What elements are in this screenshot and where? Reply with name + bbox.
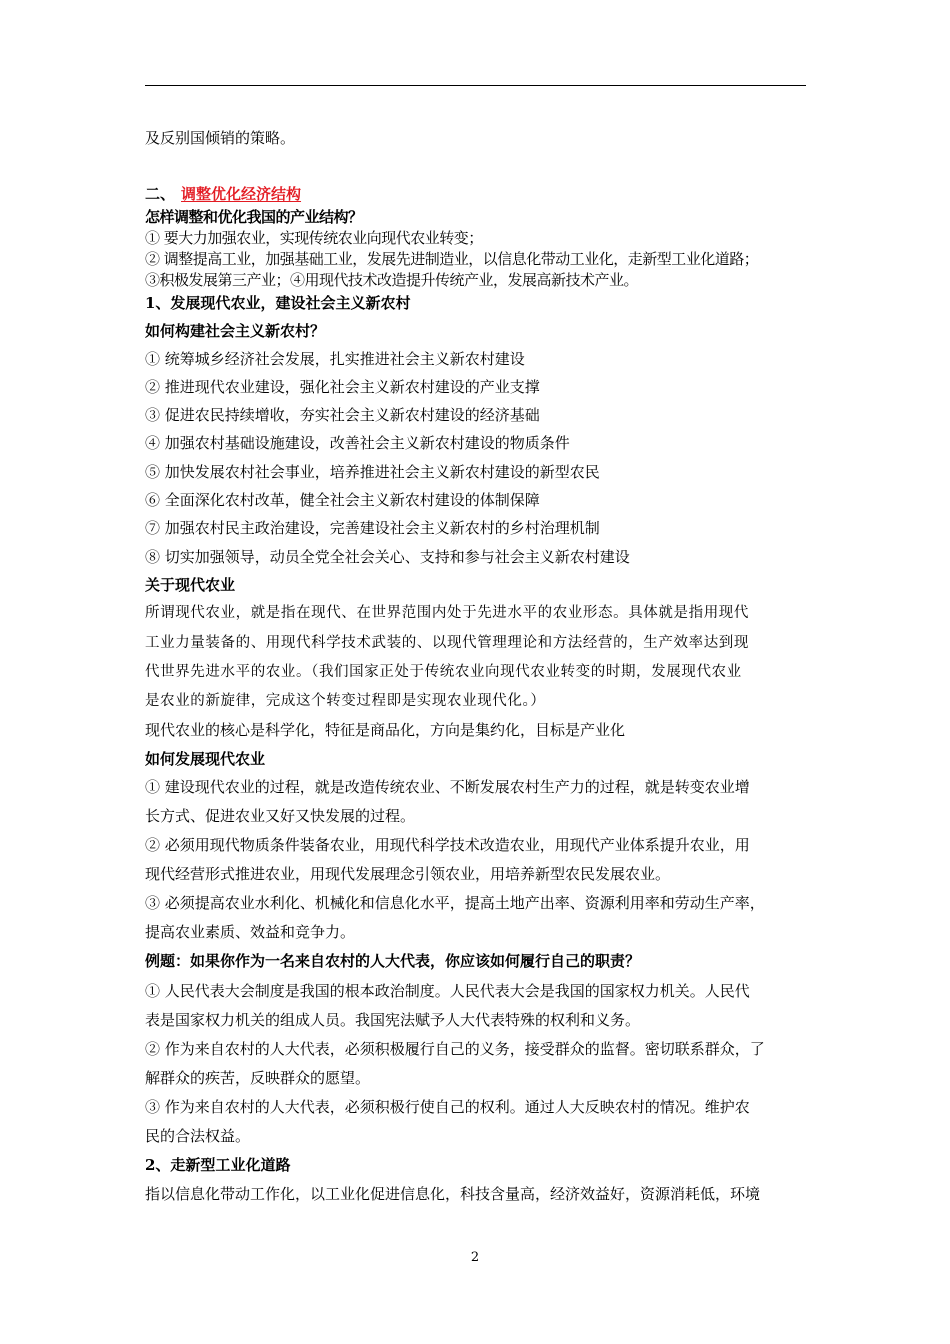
modern-ag-definition: 所谓现代农业，就是指在现代、在世界范围内处于先进水平的农业形态。具体就是指用现代 <box>145 605 749 621</box>
village-point: ⑤ 加快发展农村社会事业，培养推进社会主义新农村建设的新型农民 <box>145 463 600 481</box>
develop-point: ② 必须用现代物质条件装备农业，用现代科学技术改造农业，用现代产业体系提升农业，用 <box>145 836 750 854</box>
example-point: 表是国家权力机关的组成人员。我国宪法赋予人大代表特殊的权利和义务。 <box>145 1011 641 1029</box>
modern-ag-definition: 是农业的新旋律，完成这个转变过程即是实现农业现代化。） <box>145 693 546 709</box>
industry-point: ① 要大力加强农业，实现传统农业向现代农业转变； <box>145 229 483 247</box>
subsection-title: 1、发展现代农业，建设社会主义新农村 <box>145 294 411 312</box>
section-title: 调整优化经济结构 <box>181 185 302 203</box>
industry-point: ③积极发展第三产业；④用现代技术改造提升传统产业，发展高新技术产业。 <box>145 271 639 289</box>
village-point: ① 统筹城乡经济社会发展，扎实推进社会主义新农村建设 <box>145 350 525 368</box>
village-point: ⑦ 加强农村民主政治建设，完善建设社会主义新农村的乡村治理机制 <box>145 519 600 537</box>
industry-question: 怎样调整和优化我国的产业结构？ <box>145 208 363 226</box>
example-point: ③ 作为来自农村的人大代表，必须积极行使自己的权利。通过人大反映农村的情况。维护农 <box>145 1098 750 1116</box>
section-number: 二、 <box>145 185 176 203</box>
example-point: ① 人民代表大会制度是我国的根本政治制度。人民代表大会是我国的国家权力机关。人民代 <box>145 982 750 1000</box>
village-point: ③ 促进农民持续增收，夯实社会主义新农村建设的经济基础 <box>145 406 540 424</box>
modern-ag-definition: 工业力量装备的、用现代科学技术武装的、以现代管理理论和方法经营的，生产效率达到现 <box>145 635 749 651</box>
village-point: ⑥ 全面深化农村改革，健全社会主义新农村建设的体制保障 <box>145 491 540 509</box>
industry-point: ② 调整提高工业，加强基础工业，发展先进制造业，以信息化带动工业化，走新型工业化道路； <box>145 250 759 268</box>
modern-ag-heading: 关于现代农业 <box>145 576 236 594</box>
develop-point: 现代经营形式推进农业，用现代发展理念引领农业，用培养新型农民发展农业。 <box>145 865 671 883</box>
example-point: 解群众的疾苦，反映群众的愿望。 <box>145 1069 371 1087</box>
subsection-title: 2、走新型工业化道路 <box>145 1156 291 1174</box>
subsection-text: 指以信息化带动工作化，以工业化促进信息化，科技含量高，经济效益好，资源消耗低，环境 <box>145 1185 761 1203</box>
develop-heading: 如何发展现代农业 <box>145 750 266 768</box>
example-question: 例题：如果你作为一名来自农村的人大代表，你应该如何履行自己的职责？ <box>145 952 641 970</box>
section-heading <box>145 184 301 204</box>
develop-point: ① 建设现代农业的过程，就是改造传统农业、不断发展农村生产力的过程，就是转变农业增 <box>145 778 750 796</box>
modern-ag-definition: 代世界先进水平的农业。（我们国家正处于传统农业向现代农业转变的时期，发展现代农业 <box>145 664 742 680</box>
village-point: ⑧ 切实加强领导，动员全党全社会关心、支持和参与社会主义新农村建设 <box>145 548 630 566</box>
develop-point: 提高农业素质、效益和竞争力。 <box>145 923 356 941</box>
village-point: ② 推进现代农业建设，强化社会主义新农村建设的产业支撑 <box>145 378 540 396</box>
example-point: ② 作为来自农村的人大代表，必须积极履行自己的义务，接受群众的监督。密切联系群众，了 <box>145 1040 765 1058</box>
village-point: ④ 加强农村基础设施建设，改善社会主义新农村建设的物质条件 <box>145 434 570 452</box>
example-point: 民的合法权益。 <box>145 1127 251 1145</box>
page-number: 2 <box>470 1250 480 1265</box>
continued-text: 及反别国倾销的策略。 <box>145 129 296 147</box>
develop-point: ③ 必须提高农业水利化、机械化和信息化水平，提高土地产出率、资源利用率和劳动生产率， <box>145 894 765 912</box>
modern-ag-core: 现代农业的核心是科学化，特征是商品化，方向是集约化，目标是产业化 <box>145 721 626 739</box>
header-rule <box>145 85 806 86</box>
develop-point: 长方式、促进农业又好又快发展的过程。 <box>145 807 416 825</box>
village-question: 如何构建社会主义新农村？ <box>145 322 326 340</box>
